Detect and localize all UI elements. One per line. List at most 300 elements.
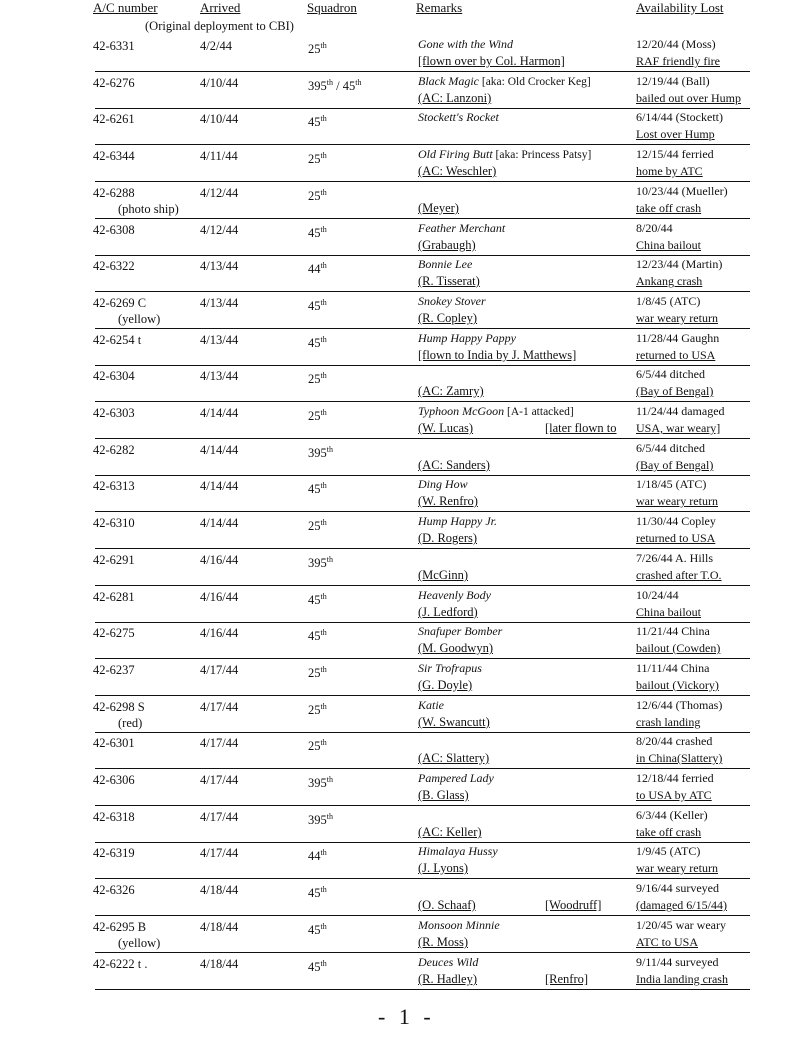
row-divider xyxy=(95,952,750,953)
crew-commander: (R. Copley) xyxy=(418,311,478,325)
loss-reason: take off crash xyxy=(636,201,702,215)
squadron-cell xyxy=(308,258,327,277)
squadron-suffix: th xyxy=(320,151,327,160)
loss-reason: India landing crash xyxy=(636,972,728,986)
aircraft-number: 42-6306 xyxy=(93,773,135,787)
arrived-date: 4/18/44 xyxy=(200,957,239,971)
squadron-number: 44 xyxy=(308,262,321,277)
aircraft-number: 42-6318 xyxy=(93,810,135,824)
loss-reason: (damaged 6/15/44) xyxy=(636,898,727,912)
loss-reason: (Bay of Bengal) xyxy=(636,458,714,472)
row-divider xyxy=(95,585,750,586)
squadron-number: 25 xyxy=(308,372,321,387)
arrived-date: 4/18/44 xyxy=(200,920,239,934)
squadron-second: / 45 xyxy=(332,79,356,94)
loss-date: 1/18/45 (ATC) xyxy=(636,477,707,491)
loss-reason: Ankang crash xyxy=(636,274,703,288)
squadron-suffix: th xyxy=(320,738,327,747)
header-ac-number: A/C number xyxy=(93,0,158,15)
table-row xyxy=(0,220,805,256)
aircraft-note: (yellow) xyxy=(118,936,161,950)
table-row xyxy=(0,770,805,806)
squadron-suffix: th xyxy=(320,702,327,711)
aircraft-name-cell xyxy=(418,954,478,970)
aircraft-name-cell xyxy=(418,917,500,933)
aircraft-name: Hump Happy Jr. xyxy=(418,514,497,528)
arrived-date: 4/13/44 xyxy=(200,369,239,383)
table-row xyxy=(0,73,805,109)
crew-commander: [flown to India by J. Matthews] xyxy=(418,348,577,362)
squadron-second-suffix: th xyxy=(355,78,362,87)
squadron-cell xyxy=(308,75,361,94)
arrived-date: 4/12/44 xyxy=(200,186,239,200)
aircraft-note: (yellow) xyxy=(118,312,161,326)
aircraft-name: Ding How xyxy=(418,477,468,491)
loss-date: 6/5/44 ditched xyxy=(636,441,705,455)
table-row xyxy=(0,256,805,292)
header-arrived: Arrived xyxy=(200,0,241,15)
table-row xyxy=(0,476,805,512)
loss-reason: war weary return xyxy=(636,494,718,508)
squadron-number: 45 xyxy=(308,299,321,314)
aircraft-name-cell xyxy=(418,293,486,309)
aircraft-name-cell xyxy=(418,330,516,346)
crew-note: [Woodruff] xyxy=(545,898,602,912)
loss-date: 11/24/44 damaged xyxy=(636,404,725,418)
table-row xyxy=(0,843,805,879)
aircraft-name: Deuces Wild xyxy=(418,955,479,969)
squadron-suffix: th xyxy=(320,298,327,307)
aircraft-name: Stockett's Rocket xyxy=(418,110,499,124)
loss-date: 12/6/44 (Thomas) xyxy=(636,698,723,712)
arrived-date: 4/10/44 xyxy=(200,112,239,126)
crew-commander: (McGinn) xyxy=(418,568,468,582)
loss-date: 12/15/44 ferried xyxy=(636,147,714,161)
table-row xyxy=(0,550,805,586)
arrived-date: 4/16/44 xyxy=(200,626,239,640)
arrived-date: 4/16/44 xyxy=(200,590,239,604)
squadron-cell xyxy=(308,222,327,241)
loss-reason: China bailout xyxy=(636,605,701,619)
aircraft-name: Typhoon McGoon xyxy=(418,404,505,418)
aircraft-name-cell xyxy=(418,843,498,859)
crew-commander: (AC: Slattery) xyxy=(418,751,490,765)
squadron-number: 45 xyxy=(308,960,321,975)
squadron-number: 45 xyxy=(308,593,321,608)
aircraft-name: Heavenly Body xyxy=(418,588,491,602)
row-divider xyxy=(95,181,750,182)
loss-reason: (Bay of Bengal) xyxy=(636,384,714,398)
squadron-cell xyxy=(308,332,327,351)
row-divider xyxy=(95,768,750,769)
squadron-suffix: th xyxy=(320,261,327,270)
table-row xyxy=(0,660,805,696)
aircraft-number: 42-6298 S xyxy=(93,700,145,714)
loss-date: 6/14/44 (Stockett) xyxy=(636,110,723,124)
table-row xyxy=(0,807,805,843)
aircraft-number: 42-6288 xyxy=(93,186,135,200)
squadron-suffix: th xyxy=(326,445,333,454)
row-divider xyxy=(95,878,750,879)
squadron-cell xyxy=(308,589,327,608)
aircraft-number: 42-6331 xyxy=(93,39,135,53)
table-row xyxy=(0,146,805,182)
table-row xyxy=(0,623,805,659)
squadron-cell xyxy=(308,515,327,534)
crew-commander: [flown over by Col. Harmon] xyxy=(418,54,565,68)
aircraft-name: Pampered Lady xyxy=(418,771,494,785)
loss-reason: take off crash xyxy=(636,825,702,839)
crew-commander: (W. Renfro) xyxy=(418,494,478,508)
squadron-suffix: th xyxy=(320,848,327,857)
squadron-number: 25 xyxy=(308,409,321,424)
aircraft-name-cell xyxy=(418,513,497,529)
squadron-number: 45 xyxy=(308,629,321,644)
aircraft-number: 42-6269 C xyxy=(93,296,147,310)
aircraft-number: 42-6301 xyxy=(93,736,135,750)
aircraft-number: 42-6310 xyxy=(93,516,135,530)
squadron-number: 25 xyxy=(308,666,321,681)
squadron-suffix: th xyxy=(320,885,327,894)
loss-reason: ATC to USA xyxy=(636,935,699,949)
aircraft-number: 42-6295 B xyxy=(93,920,147,934)
squadron-suffix: th xyxy=(320,481,327,490)
aircraft-number: 42-6291 xyxy=(93,553,135,567)
header-squadron: Squadron xyxy=(307,0,357,15)
loss-date: 11/30/44 Copley xyxy=(636,514,716,528)
squadron-suffix: th xyxy=(320,518,327,527)
table-row xyxy=(0,330,805,366)
crew-commander: (R. Tisserat) xyxy=(418,274,480,288)
aircraft-number: 42-6237 xyxy=(93,663,135,677)
loss-date: 1/8/45 (ATC) xyxy=(636,294,701,308)
aircraft-name: Hump Happy Pappy xyxy=(418,331,516,345)
loss-date: 10/23/44 (Mueller) xyxy=(636,184,728,198)
squadron-number: 25 xyxy=(308,703,321,718)
squadron-number: 395 xyxy=(308,813,327,828)
crew-commander: (W. Swancutt) xyxy=(418,715,490,729)
squadron-suffix: th xyxy=(320,335,327,344)
arrived-date: 4/17/44 xyxy=(200,773,239,787)
squadron-suffix: th xyxy=(320,188,327,197)
squadron-number: 25 xyxy=(308,739,321,754)
arrived-date: 4/17/44 xyxy=(200,663,239,677)
loss-date: 8/20/44 xyxy=(636,221,673,235)
row-divider xyxy=(95,291,750,292)
crew-commander: (O. Schaaf) xyxy=(418,898,476,912)
squadron-suffix: th xyxy=(326,775,333,784)
table-row xyxy=(0,183,805,219)
arrived-date: 4/11/44 xyxy=(200,149,238,163)
subheader-deployment: (Original deployment to CBI) xyxy=(145,19,294,33)
row-divider xyxy=(95,695,750,696)
crew-commander: (W. Lucas) xyxy=(418,421,474,435)
squadron-suffix: th xyxy=(320,408,327,417)
loss-reason: crashed after T.O. xyxy=(636,568,722,582)
loss-reason: war weary return xyxy=(636,311,718,325)
squadron-cell xyxy=(308,956,327,975)
arrived-date: 4/13/44 xyxy=(200,333,239,347)
aircraft-note: (red) xyxy=(118,716,143,730)
squadron-cell xyxy=(308,882,327,901)
squadron-number: 25 xyxy=(308,189,321,204)
loss-reason: war weary return xyxy=(636,861,718,875)
crew-commander: (AC: Weschler) xyxy=(418,164,497,178)
loss-reason: home by ATC xyxy=(636,164,703,178)
squadron-cell xyxy=(308,442,333,461)
crew-commander: (AC: Lanzoni) xyxy=(418,91,492,105)
arrived-date: 4/17/44 xyxy=(200,810,239,824)
crew-commander: (J. Lyons) xyxy=(418,861,468,875)
loss-date: 12/19/44 (Ball) xyxy=(636,74,710,88)
aircraft-number: 42-6308 xyxy=(93,223,135,237)
crew-note: [Renfro] xyxy=(545,972,589,986)
squadron-number: 395 xyxy=(308,79,327,94)
loss-date: 7/26/44 A. Hills xyxy=(636,551,714,565)
squadron-cell xyxy=(308,809,333,828)
arrived-date: 4/12/44 xyxy=(200,223,239,237)
table-row xyxy=(0,587,805,623)
squadron-number: 45 xyxy=(308,336,321,351)
loss-reason: returned to USA xyxy=(636,531,716,545)
crew-commander: (B. Glass) xyxy=(418,788,469,802)
aircraft-name-cell xyxy=(418,256,472,272)
squadron-suffix: th xyxy=(320,41,327,50)
crew-commander: (R. Hadley) xyxy=(418,972,478,986)
loss-reason: bailout (Vickory) xyxy=(636,678,719,692)
aircraft-number: 42-6275 xyxy=(93,626,135,640)
loss-reason: Lost over Hump xyxy=(636,127,715,141)
loss-reason: to USA by ATC xyxy=(636,788,712,802)
crew-commander: (AC: Sanders) xyxy=(418,458,490,472)
squadron-suffix: th xyxy=(320,959,327,968)
crew-commander: (M. Goodwyn) xyxy=(418,641,493,655)
loss-reason: in China(Slattery) xyxy=(636,751,723,765)
row-divider xyxy=(95,218,750,219)
header-remarks: Remarks xyxy=(416,0,463,15)
loss-date: 12/20/44 (Moss) xyxy=(636,37,716,51)
arrived-date: 4/17/44 xyxy=(200,846,239,860)
table-row xyxy=(0,440,805,476)
aircraft-name: Black Magic xyxy=(418,74,479,88)
aircraft-name-cell xyxy=(418,220,505,236)
squadron-cell xyxy=(308,405,327,424)
loss-reason: RAF friendly fire xyxy=(636,54,720,68)
loss-date: 6/3/44 (Keller) xyxy=(636,808,708,822)
squadron-suffix: th xyxy=(326,555,333,564)
row-divider xyxy=(95,989,750,990)
aircraft-name: Snokey Stover xyxy=(418,294,486,308)
squadron-number: 25 xyxy=(308,519,321,534)
squadron-cell xyxy=(308,845,327,864)
table-row xyxy=(0,917,805,953)
loss-reason: China bailout xyxy=(636,238,701,252)
squadron-suffix: th xyxy=(320,114,327,123)
crew-note: [later flown to xyxy=(545,421,617,435)
aircraft-name: Himalaya Hussy xyxy=(418,844,498,858)
crew-commander: (G. Doyle) xyxy=(418,678,473,692)
row-divider xyxy=(95,401,750,402)
squadron-number: 395 xyxy=(308,556,327,571)
aircraft-number: 42-6313 xyxy=(93,479,135,493)
aircraft-name-cell xyxy=(418,587,491,603)
arrived-date: 4/14/44 xyxy=(200,479,239,493)
table-row xyxy=(0,697,805,733)
crew-commander: (Grabaugh) xyxy=(418,238,476,252)
aircraft-number: 42-6254 t xyxy=(93,333,142,347)
squadron-number: 25 xyxy=(308,42,321,57)
squadron-suffix: th xyxy=(326,78,333,87)
arrived-date: 4/14/44 xyxy=(200,406,239,420)
aircraft-name: Gone with the Wind xyxy=(418,37,513,51)
table-row xyxy=(0,109,805,145)
aircraft-number: 42-6222 t . xyxy=(93,957,148,971)
squadron-suffix: th xyxy=(320,628,327,637)
aircraft-alias: [aka: Princess Patsy] xyxy=(492,149,592,161)
squadron-suffix: th xyxy=(326,812,333,821)
squadron-number: 45 xyxy=(308,115,321,130)
aircraft-number: 42-6282 xyxy=(93,443,135,457)
aircraft-name-cell xyxy=(418,36,513,52)
aircraft-name-cell xyxy=(418,73,591,90)
loss-reason: USA, war weary] xyxy=(636,421,721,435)
squadron-suffix: th xyxy=(320,371,327,380)
page-number: - 1 - xyxy=(378,1004,435,1029)
squadron-cell xyxy=(308,38,327,57)
loss-date: 1/9/45 (ATC) xyxy=(636,844,701,858)
aircraft-number: 42-6281 xyxy=(93,590,135,604)
header-availability-lost: Availability Lost xyxy=(636,0,724,15)
table-row xyxy=(0,733,805,769)
loss-date: 11/21/44 China xyxy=(636,624,710,638)
loss-date: 6/5/44 ditched xyxy=(636,367,705,381)
aircraft-name: Feather Merchant xyxy=(418,221,506,235)
aircraft-alias: [aka: Old Crocker Keg] xyxy=(478,76,591,88)
table-row xyxy=(0,36,805,72)
squadron-number: 45 xyxy=(308,923,321,938)
arrived-date: 4/2/44 xyxy=(200,39,232,53)
loss-reason: crash landing xyxy=(636,715,701,729)
arrived-date: 4/18/44 xyxy=(200,883,239,897)
row-divider xyxy=(95,658,750,659)
aircraft-alias: [A-1 attacked] xyxy=(504,406,574,418)
squadron-cell xyxy=(308,699,327,718)
table-row xyxy=(0,403,805,439)
squadron-cell xyxy=(308,919,327,938)
aircraft-name: Monsoon Minnie xyxy=(418,918,500,932)
row-divider xyxy=(95,915,750,916)
aircraft-number: 42-6319 xyxy=(93,846,135,860)
squadron-number: 45 xyxy=(308,886,321,901)
aircraft-name-cell xyxy=(418,109,499,125)
squadron-number: 25 xyxy=(308,152,321,167)
arrived-date: 4/13/44 xyxy=(200,296,239,310)
squadron-cell xyxy=(308,735,327,754)
crew-commander: (J. Ledford) xyxy=(418,605,478,619)
loss-date: 9/11/44 surveyed xyxy=(636,955,719,969)
aircraft-number: 42-6344 xyxy=(93,149,135,163)
squadron-cell xyxy=(308,625,327,644)
crew-commander: (D. Rogers) xyxy=(418,531,478,545)
aircraft-number: 42-6261 xyxy=(93,112,135,126)
squadron-cell xyxy=(308,478,327,497)
aircraft-note: (photo ship) xyxy=(118,202,179,216)
loss-date: 11/28/44 Gaughn xyxy=(636,331,720,345)
crew-commander: (Meyer) xyxy=(418,201,459,215)
arrived-date: 4/10/44 xyxy=(200,76,239,90)
aircraft-number: 42-6322 xyxy=(93,259,135,273)
aircraft-name-cell xyxy=(418,476,468,492)
crew-commander: (AC: Keller) xyxy=(418,825,482,839)
aircraft-name: Katie xyxy=(418,698,444,712)
row-divider xyxy=(95,71,750,72)
aircraft-name-cell xyxy=(418,770,494,786)
aircraft-number: 42-6326 xyxy=(93,883,135,897)
loss-date: 1/20/45 war weary xyxy=(636,918,726,932)
aircraft-name: Sir Trofrapus xyxy=(418,661,482,675)
squadron-cell xyxy=(308,111,327,130)
row-divider xyxy=(95,511,750,512)
squadron-suffix: th xyxy=(320,592,327,601)
squadron-number: 45 xyxy=(308,226,321,241)
squadron-suffix: th xyxy=(320,665,327,674)
squadron-suffix: th xyxy=(320,225,327,234)
aircraft-name: Old Firing Butt xyxy=(418,147,493,161)
table-row xyxy=(0,366,805,402)
squadron-number: 45 xyxy=(308,482,321,497)
table-row xyxy=(0,293,805,329)
aircraft-number: 42-6303 xyxy=(93,406,135,420)
arrived-date: 4/17/44 xyxy=(200,736,239,750)
arrived-date: 4/16/44 xyxy=(200,553,239,567)
loss-date: 10/24/44 xyxy=(636,588,679,602)
loss-reason: bailed out over Hump xyxy=(636,91,741,105)
arrived-date: 4/14/44 xyxy=(200,443,239,457)
loss-reason: bailout (Cowden) xyxy=(636,641,721,655)
aircraft-name: Snafuper Bomber xyxy=(418,624,503,638)
aircraft-name: Bonnie Lee xyxy=(418,257,473,271)
squadron-number: 395 xyxy=(308,446,327,461)
squadron-number: 44 xyxy=(308,849,321,864)
table-row xyxy=(0,880,805,916)
aircraft-name-cell xyxy=(418,697,444,713)
squadron-cell xyxy=(308,185,327,204)
loss-date: 12/23/44 (Martin) xyxy=(636,257,723,271)
squadron-cell xyxy=(308,368,327,387)
row-divider xyxy=(95,328,750,329)
row-divider xyxy=(95,144,750,145)
loss-date: 12/18/44 ferried xyxy=(636,771,714,785)
squadron-cell xyxy=(308,552,333,571)
loss-date: 11/11/44 China xyxy=(636,661,710,675)
squadron-cell xyxy=(308,772,333,791)
aircraft-name-cell xyxy=(418,403,574,420)
loss-reason: returned to USA xyxy=(636,348,716,362)
aircraft-name-cell xyxy=(418,660,482,676)
squadron-suffix: th xyxy=(320,922,327,931)
aircraft-name-cell xyxy=(418,146,591,163)
arrived-date: 4/13/44 xyxy=(200,259,239,273)
row-divider xyxy=(95,805,750,806)
table-row xyxy=(0,513,805,549)
table-row xyxy=(0,954,805,990)
row-divider xyxy=(95,438,750,439)
arrived-date: 4/17/44 xyxy=(200,700,239,714)
arrived-date: 4/14/44 xyxy=(200,516,239,530)
squadron-cell xyxy=(308,148,327,167)
aircraft-number: 42-6276 xyxy=(93,76,135,90)
squadron-number: 395 xyxy=(308,776,327,791)
